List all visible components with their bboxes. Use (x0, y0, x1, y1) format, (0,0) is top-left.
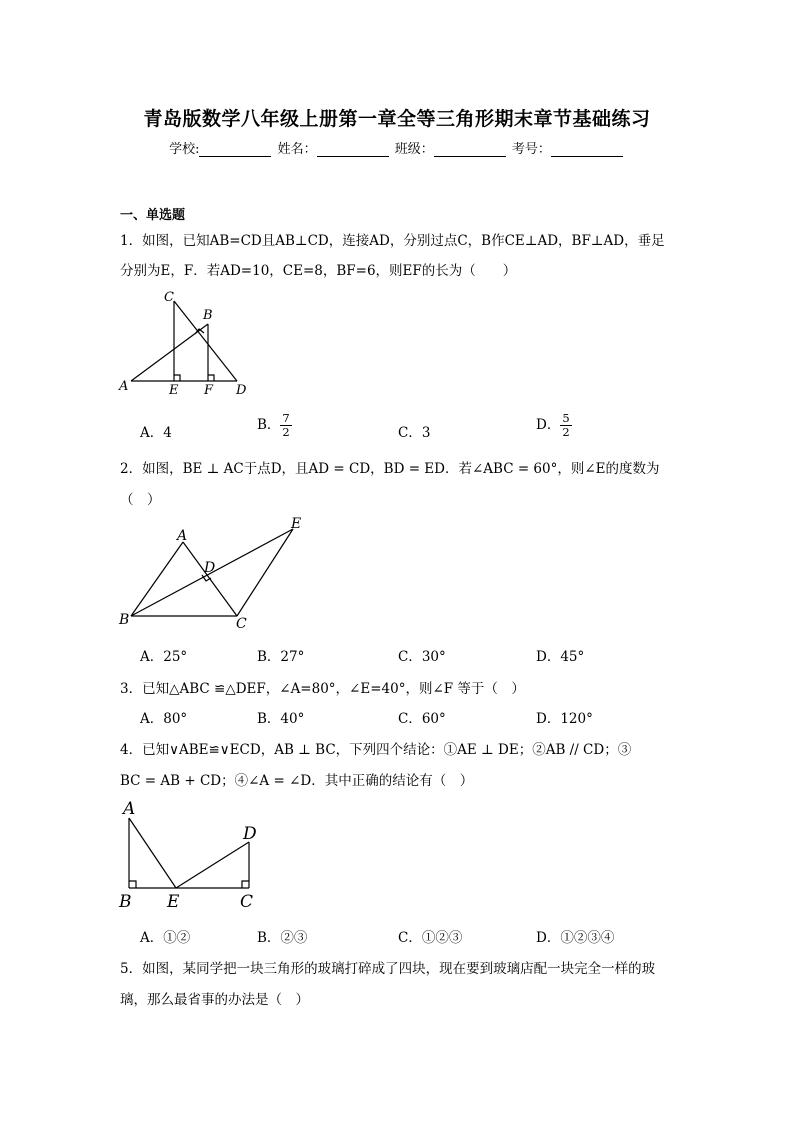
q4-option-d[interactable]: D．①②③④ (536, 930, 615, 946)
q4-right-angle-b (129, 881, 136, 888)
q1-label-b: B (203, 308, 213, 323)
student-info-line (0, 138, 794, 157)
exam-no-label: 考号： (511, 142, 551, 157)
q1-option-a[interactable]: A．4 (140, 425, 172, 441)
q4-figure (115, 796, 275, 914)
q3-option-d[interactable]: D．120° (536, 711, 593, 727)
name-label: 姓名： (277, 142, 317, 157)
q1-option-d-denominator: 2 (562, 425, 570, 439)
q4-right-angle-c (242, 881, 249, 888)
q2-figure (115, 512, 315, 632)
q2-label-a: A (177, 528, 188, 544)
q2-label-c: C (236, 616, 247, 632)
q1-label-c: C (164, 290, 174, 305)
q1-option-b-label: B． (257, 417, 281, 433)
q1-option-d-numerator: 5 (562, 411, 570, 425)
q1-right-angle-f (208, 375, 214, 381)
q3-option-b[interactable]: B．40° (257, 711, 305, 727)
q4-label-a: A (123, 799, 136, 819)
q2-option-d[interactable]: D．45° (536, 649, 585, 665)
q4-option-c[interactable]: C．①②③ (398, 930, 463, 946)
q4-option-a[interactable]: A．①② (140, 930, 191, 946)
q4-text-line2: BC = AB + CD；④∠A = ∠D．其中正确的结论有（ ） (120, 773, 474, 789)
exam-no-blank[interactable] (551, 143, 623, 157)
q1-right-angle-e (174, 375, 180, 381)
q4-text-line1: 4．已知∨ABE≌∨ECD，AB ⊥ BC，下列四个结论：①AE ⊥ DE；②AB // CD；③ (120, 742, 632, 758)
q2-text-line2: （ ） (120, 492, 161, 508)
q1-text-line2: 分别为E，F．若AD=10，CE=8，BF=6，则EF的长为（ ） (120, 263, 517, 279)
q2-option-a[interactable]: A．25° (140, 649, 188, 665)
q3-text-line1: 3．已知△ABC ≌△DEF，∠A=80°，∠E=40°，则∠F 等于（ ） (120, 681, 525, 697)
section-heading: 一、单选题 (120, 208, 186, 223)
q1-text-line1: 1．如图，已知AB=CD且AB⊥CD，连接AD，分别过点C，B作CE⊥AD，BF⊥AD，垂足 (120, 233, 665, 249)
page-title: 青岛版数学八年级上册第一章全等三角形期末章节基础练习 (143, 108, 651, 130)
q1-option-b-numerator: 7 (282, 411, 290, 425)
q1-option-b-denominator: 2 (282, 425, 290, 439)
school-blank[interactable] (199, 143, 271, 157)
q1-option-b[interactable] (257, 412, 292, 439)
q1-option-d-fraction (560, 412, 571, 439)
q2-label-b: B (119, 612, 130, 628)
q1-label-d: D (236, 383, 247, 398)
q2-line-ab (131, 542, 183, 616)
q2-label-d: D (204, 560, 216, 576)
q4-label-c: C (240, 892, 254, 912)
school-label: 学校: (169, 142, 200, 157)
class-label: 班级： (394, 142, 434, 157)
q2-label-e: E (291, 516, 302, 532)
q1-label-f: F (204, 383, 214, 398)
q2-option-b[interactable]: B．27° (257, 649, 305, 665)
q3-option-a[interactable]: A．80° (140, 711, 188, 727)
q4-line-ed (176, 842, 249, 888)
class-blank[interactable] (434, 143, 506, 157)
q4-line-ae (129, 818, 176, 888)
q5-text-line2: 璃，那么最省事的办法是（ ） (120, 992, 309, 1008)
q1-option-d[interactable] (536, 412, 572, 439)
q5-text-line1: 5．如图，某同学把一块三角形的玻璃打碎成了四块，现在要到玻璃店配一块完全一样的玻 (120, 961, 656, 977)
q4-option-b[interactable]: B．②③ (257, 930, 308, 946)
q2-text-line1: 2．如图，BE ⊥ AC于点D，且AD = CD，BD = ED．若∠ABC = 60°，则∠E的度数为 (120, 461, 660, 477)
q2-line-ce (237, 529, 293, 616)
q1-label-e: E (169, 383, 179, 398)
q1-label-a: A (119, 379, 129, 394)
q1-option-d-label: D． (536, 417, 561, 433)
q1-option-b-fraction (280, 412, 291, 439)
q4-label-e: E (167, 892, 180, 912)
name-blank[interactable] (317, 143, 389, 157)
q4-label-d: D (243, 824, 257, 844)
q1-option-c[interactable]: C．3 (398, 425, 431, 441)
q1-figure (115, 286, 260, 401)
q4-label-b: B (119, 892, 132, 912)
q3-option-c[interactable]: C．60° (398, 711, 446, 727)
q2-option-c[interactable]: C．30° (398, 649, 446, 665)
